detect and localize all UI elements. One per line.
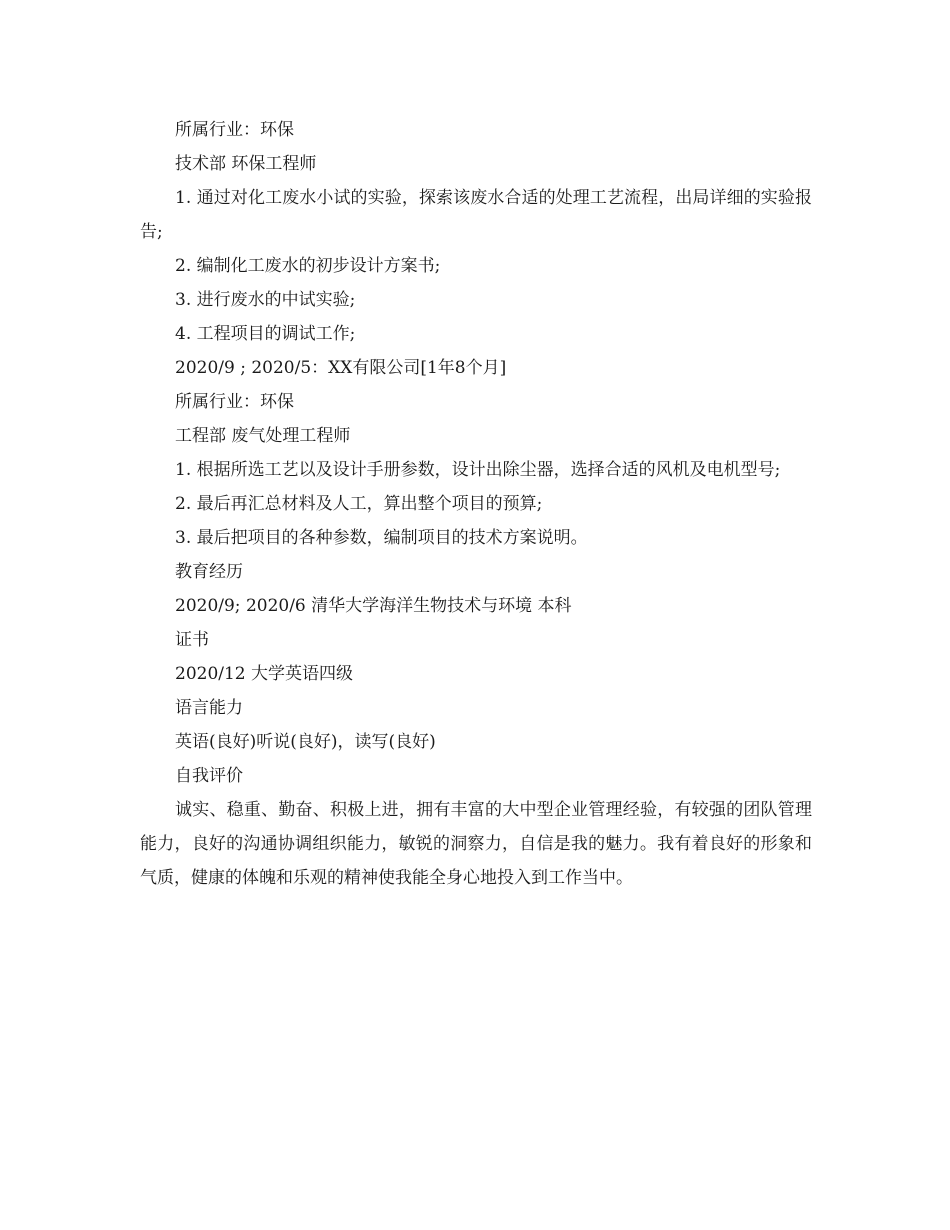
section-heading-self-evaluation: 自我评价 — [175, 766, 243, 786]
duty-item: 1. 根据所选工艺以及设计手册参数，设计出除尘器，选择合适的风机及电机型号; — [175, 460, 781, 480]
language-entry: 英语(良好)听说(良好)，读写(良好) — [175, 732, 436, 752]
duty-item: 4. 工程项目的调试工作; — [175, 324, 356, 344]
self-evaluation-paragraph: 诚实、稳重、勤奋、积极上进，拥有丰富的大中型企业管理经验，有较强的团队管理能力，良好的沟通协调组织能力，敏锐的洞察力，自信是我的魅力。我有着良好的形象和气质，健康的体魄和乐观的精神使我能全身心地投入到工作当中。 — [140, 800, 812, 888]
document-body — [140, 113, 812, 895]
duty-item: 3. 进行废水的中试实验; — [175, 290, 356, 310]
education-entry: 2020/9; 2020/6 清华大学海洋生物技术与环境 本科 — [175, 596, 572, 616]
certificate-entry: 2020/12 大学英语四级 — [175, 664, 354, 684]
duty-item: 2. 编制化工废水的初步设计方案书; — [175, 256, 441, 276]
section-heading-certificates: 证书 — [175, 630, 209, 650]
duty-item: 2. 最后再汇总材料及人工，算出整个项目的预算; — [175, 494, 543, 514]
duty-item: 1. 通过对化工废水小试的实验，探索该废水合适的处理工艺流程，出局详细的实验报告; — [140, 188, 812, 242]
job-title-2: 工程部 废气处理工程师 — [175, 426, 351, 446]
section-heading-education: 教育经历 — [175, 562, 243, 582]
duty-item: 3. 最后把项目的各种参数，编制项目的技术方案说明。 — [175, 528, 588, 548]
industry-label-1: 所属行业：环保 — [175, 120, 294, 140]
industry-label-2: 所属行业：环保 — [175, 392, 294, 412]
section-heading-language: 语言能力 — [175, 698, 243, 718]
employment-period: 2020/9 ; 2020/5：XX有限公司[1年8个月] — [175, 358, 507, 378]
job-title-1: 技术部 环保工程师 — [175, 154, 317, 174]
